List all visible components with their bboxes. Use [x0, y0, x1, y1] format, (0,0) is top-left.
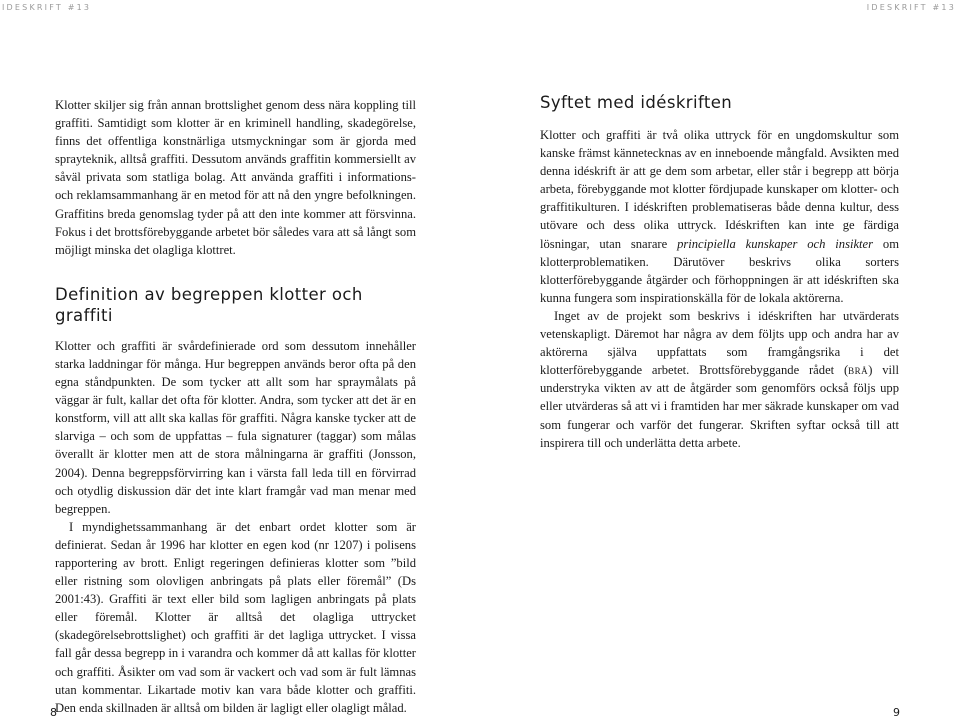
intro-paragraph: Klotter skiljer sig från annan brottslighet genom dess nära koppling till graffiti. Samtidigt som klotter är en kriminell handling, skadegörelse, finns det offentliga konstnärliga utsmyckningar som är gjorda med sprayteknik, alltså graffiti. Dessutom används graffitin kommersiellt av såväl privata som statliga bolag. Att använda graffiti i informations- och reklamsammanhang är en metod för att nå den yngre befolkningen. Graffitins breda genomslag tyder på att den inte kommer att försvinna. Fokus i det brottsförebyggande arbetet bör således vara att så långt som möjligt minska det olagliga klottret.: [55, 98, 416, 257]
purpose-paragraph-2-text-a: Inget av de projekt som beskrivs i idéskriften har utvärderats vetenskapligt. Däremot har några av dem följts upp och andra har av aktörerna själva uppfattats som framgångsrika i det klotterförebyggande arbetet. Brottsförebyggande rådet (: [540, 308, 899, 378]
page-number-left: 8: [50, 706, 57, 719]
definition-paragraph-2: I myndighetssammanhang är det enbart ordet klotter som är definierat. Sedan år 1996 har klotter en egen kod (nr 1207) i polisens rapportering av brott. Enligt regeringen definieras klotter som ”bild eller ristning som olovligen anbringats på plats eller föremål” (Ds 2001:43). Graffiti är text eller bild som lagligen anbringats på plats eller föremål. Klotter är alltså det olagliga uttrycket (skadegörelsebrottslighet) och graffiti är det lagliga uttrycket. I vissa fall går dessa begrepp in i varandra och kommer då att kallas för klotter och graffiti. Åsikter om vad som är vackert och vad som är fult lämnas utan kommentar. Likartade motiv kan vara både klotter och graffiti. Den enda skillnaden är alltså om bilden är lagligt eller olagligt målad.: [55, 519, 416, 715]
left-column: [55, 96, 416, 717]
right-column: [540, 126, 899, 452]
purpose-heading: Syftet med idéskriften: [540, 93, 733, 112]
purpose-paragraph-1-text: Klotter och graffiti är två olika uttryck för en ungdomskultur som kanske främst kännetecknas av en inneboende mångfald. Avsikten med denna idéskrift är att ge dem som arbetar, eller står i begrepp att börja arbeta, förebyggande mot klotter fördjupade kunskaper om klotter- och graffitikulturen. I idéskriften problematiseras både denna kultur, dess utövare och dess olika uttryck. Idéskriften kan inte ge färdiga lösningar, utan snarare: [540, 128, 899, 251]
purpose-paragraph-2-text-b: ) vill understryka vikten av att de åtgärder som genomförs också följs upp eller utvärderas så att vi i framtiden har mer säkrade kunskaper om vad som fungerar och varför det fungerar. Skriften syftar också till att inspirera till och underlätta detta arbete.: [540, 363, 899, 450]
purpose-emphasis: principiella kunskaper och insikter: [677, 236, 874, 251]
bra-abbreviation: brå: [848, 363, 869, 378]
purpose-paragraph-2: [540, 307, 899, 452]
definition-paragraph-1: Klotter och graffiti är svårdefinierade ord som dessutom innehåller starka laddningar för många. Hur begreppen används beror ofta på den egna ståndpunkten. De som tycker att allt som har spraymålats på väggar är fult, kallar det ofta för klotter. Andra, som tycker att det är en konstform, vill att allt ska kallas för graffiti. Några kanske tycker att de slarviga – och som de uppfattas – fula signaturer (taggar) som målas överallt är klotter men att de stora målningarna är graffiti (Jonsson, 2004). Denna begreppsförvirring kan i värsta fall leda till en förvirrad och otydlig diskussion där det inte klart framgår vad man menar med begreppen.: [55, 338, 416, 516]
running-header-left: IDESKRIFT #13: [2, 3, 92, 12]
purpose-paragraph-1: [540, 126, 899, 307]
running-header-right: IDESKRIFT #13: [866, 3, 956, 12]
page-number-right: 9: [893, 706, 900, 719]
purpose-paragraph-1-tail: om klotterproblematiken. Därutöver beskrivs olika sorters klotterförebyggande åtgärder och förhoppningen är att idéskriften ska kunna fungera som inspirationskälla för de lokala aktörerna.: [540, 236, 899, 305]
definition-heading: Definition av begreppen klotter och graffiti: [55, 284, 363, 325]
